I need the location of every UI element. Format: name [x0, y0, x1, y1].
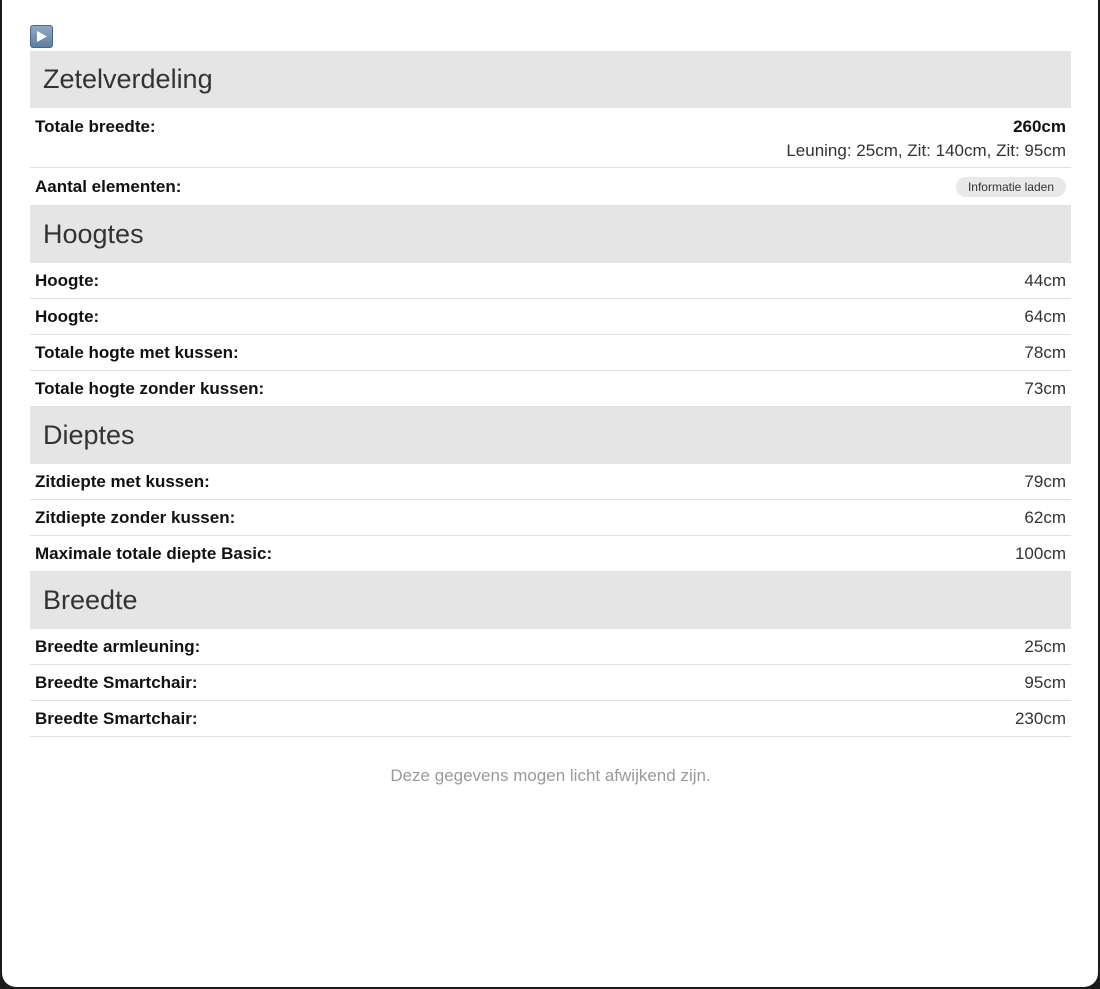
row-label: Totale hogte zonder kussen: — [35, 378, 265, 398]
play-button[interactable] — [30, 25, 53, 48]
row-value: 100cm — [1014, 543, 1066, 563]
panel-window — [2, 0, 1098, 987]
disclaimer-text: Deze gegevens mogen licht afwijkend zijn. — [390, 766, 711, 785]
section-header-hoogtes: Hoogtes — [30, 206, 1071, 263]
table-row — [30, 371, 1071, 407]
row-value: 95cm — [1024, 672, 1066, 692]
row-value: 44cm — [1024, 270, 1066, 290]
section-header-zetelverdeling: Zetelverdeling — [30, 51, 1071, 108]
row-label: Hoogte: — [35, 306, 100, 326]
table-row — [30, 701, 1071, 737]
table-row — [30, 335, 1071, 371]
row-label: Totale breedte: — [35, 117, 156, 136]
row-value: 73cm — [1024, 378, 1066, 398]
row-label: Breedte Smartchair: — [35, 708, 198, 728]
row-value: 62cm — [1024, 507, 1066, 527]
section-header-dieptes: Dieptes — [30, 407, 1071, 464]
row-totale-breedte — [30, 108, 1071, 168]
row-value — [786, 117, 1066, 161]
totale-breedte-value: 260cm — [1013, 117, 1066, 136]
table-row — [30, 263, 1071, 299]
table-row — [30, 500, 1071, 536]
row-label: Breedte Smartchair: — [35, 672, 198, 692]
row-label: Zitdiepte zonder kussen: — [35, 507, 236, 527]
spec-table — [30, 51, 1071, 737]
table-row — [30, 536, 1071, 572]
row-value: 79cm — [1024, 471, 1066, 491]
informatie-laden-button[interactable]: Informatie laden — [956, 177, 1066, 197]
table-row — [30, 629, 1071, 665]
row-value: 78cm — [1024, 342, 1066, 362]
row-value: 25cm — [1024, 636, 1066, 656]
row-aantal-elementen — [30, 168, 1071, 206]
row-label: Hoogte: — [35, 270, 100, 290]
table-row — [30, 464, 1071, 500]
row-label: Breedte armleuning: — [35, 636, 201, 656]
table-row — [30, 665, 1071, 701]
play-icon — [35, 30, 48, 43]
row-label: Aantal elementen: — [35, 176, 182, 196]
table-row — [30, 299, 1071, 335]
row-label: Maximale totale diepte Basic: — [35, 543, 273, 563]
row-label: Totale hogte met kussen: — [35, 342, 239, 362]
row-value: 64cm — [1024, 306, 1066, 326]
row-label: Zitdiepte met kussen: — [35, 471, 210, 491]
totale-breedte-detail: Leuning: 25cm, Zit: 140cm, Zit: 95cm — [786, 141, 1066, 160]
row-value: 230cm — [1014, 708, 1066, 728]
section-header-breedte: Breedte — [30, 572, 1071, 629]
